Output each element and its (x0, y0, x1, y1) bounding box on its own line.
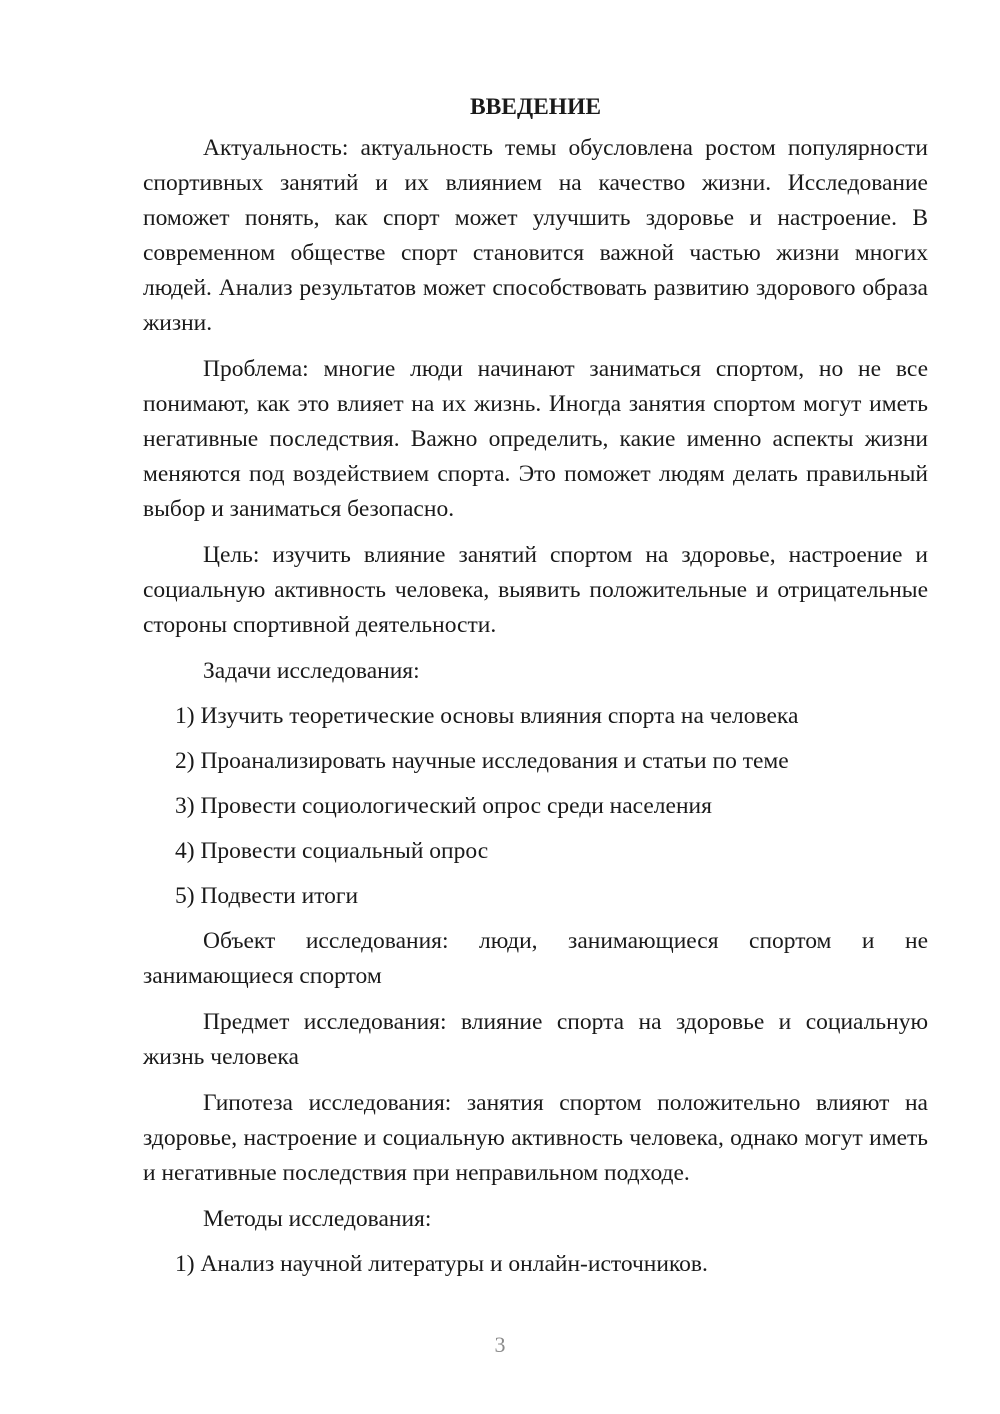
document-page (143, 90, 928, 1292)
paragraph-subject: Предмет исследования: влияние спорта на здоровье и социальную жизнь человека (143, 1009, 928, 1070)
task-item-1: 1) Изучить теоретические основы влияния спорта на человека (175, 703, 799, 729)
task-item-5: 5) Подвести итоги (175, 883, 359, 909)
methods-label: Методы исследования: (203, 1206, 432, 1232)
page-number: 3 (494, 1332, 506, 1357)
paragraph-object: Объект исследования: люди, занимающиеся спортом и не занимающиеся спортом (143, 928, 928, 989)
task-item-2: 2) Проанализировать научные исследования и статьи по теме (175, 748, 789, 774)
tasks-label: Задачи исследования: (203, 658, 420, 684)
page-title: ВВЕДЕНИЕ (469, 94, 602, 120)
task-item-4: 4) Провести социальный опрос (175, 838, 489, 864)
task-item-3: 3) Провести социологический опрос среди населения (175, 793, 712, 819)
paragraph-hypothesis: Гипотеза исследования: занятия спортом положительно влияют на здоровье, настроение и социальную активность человека, однако могут иметь и негативные последствия при неправильном подходе. (143, 1090, 928, 1186)
paragraph-goal: Цель: изучить влияние занятий спортом на здоровье, настроение и социальную активность человека, выявить положительные и отрицательные стороны спортивной деятельности. (143, 542, 928, 638)
paragraph-problem: Проблема: многие люди начинают заниматься спортом, но не все понимают, как это влияет на их жизнь. Иногда занятия спортом могут иметь негативные последствия. Важно определить, какие именно аспекты жизни меняются под воздействием спорта. Это поможет людям делать правильный выбор и заниматься безопасно. (143, 356, 928, 522)
paragraph-relevance: Актуальность: актуальность темы обусловлена ростом популярности спортивных занятий и их влиянием на качество жизни. Исследование поможет понять, как спорт может улучшить здоровье и настроение. В современном обществе спорт становится важной частью жизни многих людей. Анализ результатов может способствовать развитию здорового образа жизни. (143, 135, 928, 336)
method-item-1: 1) Анализ научной литературы и онлайн-источников. (175, 1251, 708, 1277)
